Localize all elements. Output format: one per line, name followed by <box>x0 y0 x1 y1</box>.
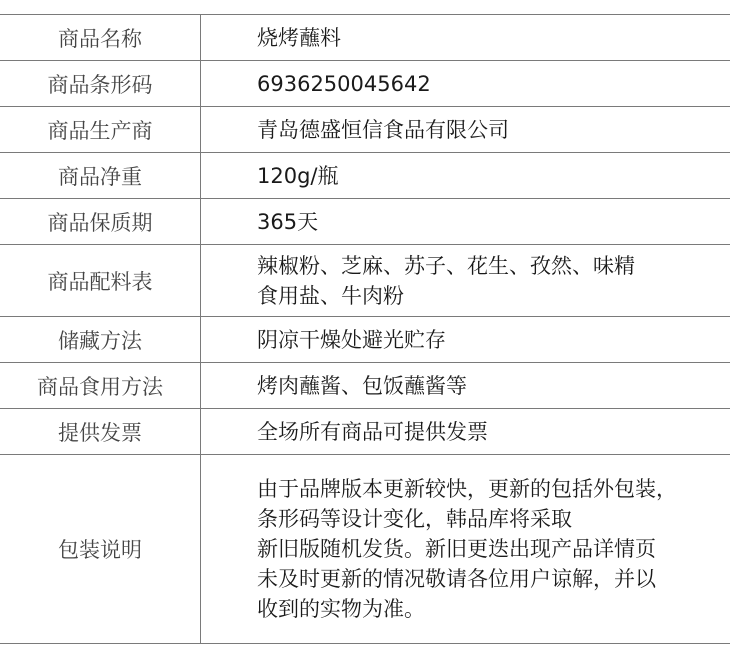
value-line: 未及时更新的情况敬请各位用户谅解，并以 <box>257 567 656 591</box>
row-value <box>201 317 730 363</box>
row-value <box>201 15 730 61</box>
row-value <box>201 363 730 409</box>
value-line: 由于品牌版本更新较快，更新的包括外包装， <box>257 477 677 501</box>
value-line: 烧烤蘸料 <box>257 25 341 50</box>
spec-row-product-name <box>0 15 730 61</box>
row-label: 提供发票 <box>0 409 201 455</box>
value-line: 辣椒粉、芝麻、苏子、花生、孜然、味精 <box>257 253 635 278</box>
row-label: 包装说明 <box>0 455 201 644</box>
product-spec-table <box>0 14 730 644</box>
value-line: 青岛德盛恒信食品有限公司 <box>257 117 509 142</box>
row-label: 商品名称 <box>0 15 201 61</box>
spec-row-ingredients <box>0 245 730 317</box>
value-line: 食用盐、牛肉粉 <box>257 283 404 308</box>
value-line: 烤肉蘸酱、包饭蘸酱等 <box>257 373 467 398</box>
row-value <box>201 455 730 644</box>
spec-row-usage <box>0 363 730 409</box>
spec-row-barcode <box>0 61 730 107</box>
value-line: 全场所有商品可提供发票 <box>257 419 488 444</box>
row-label: 商品条形码 <box>0 61 201 107</box>
value-line: 6936250045642 <box>257 71 431 96</box>
spec-row-shelf-life <box>0 199 730 245</box>
row-value <box>201 153 730 199</box>
spec-row-packaging-note <box>0 455 730 644</box>
row-label: 商品配料表 <box>0 245 201 317</box>
row-value <box>201 199 730 245</box>
row-label: 商品生产商 <box>0 107 201 153</box>
value-line: 365天 <box>257 209 319 234</box>
spec-row-storage <box>0 317 730 363</box>
row-label: 储藏方法 <box>0 317 201 363</box>
row-value <box>201 409 730 455</box>
value-line: 120g/瓶 <box>257 163 339 188</box>
value-line: 收到的实物为准。 <box>257 597 425 621</box>
spec-row-net-weight <box>0 153 730 199</box>
value-line: 条形码等设计变化，韩品库将采取 <box>257 507 572 531</box>
spec-row-invoice <box>0 409 730 455</box>
row-label: 商品净重 <box>0 153 201 199</box>
row-label: 商品保质期 <box>0 199 201 245</box>
row-label: 商品食用方法 <box>0 363 201 409</box>
value-line: 新旧版随机发货。新旧更迭出现产品详情页 <box>257 537 656 561</box>
row-value <box>201 245 730 317</box>
row-value <box>201 107 730 153</box>
value-line: 阴凉干燥处避光贮存 <box>257 327 446 352</box>
spec-row-manufacturer <box>0 107 730 153</box>
row-value <box>201 61 730 107</box>
